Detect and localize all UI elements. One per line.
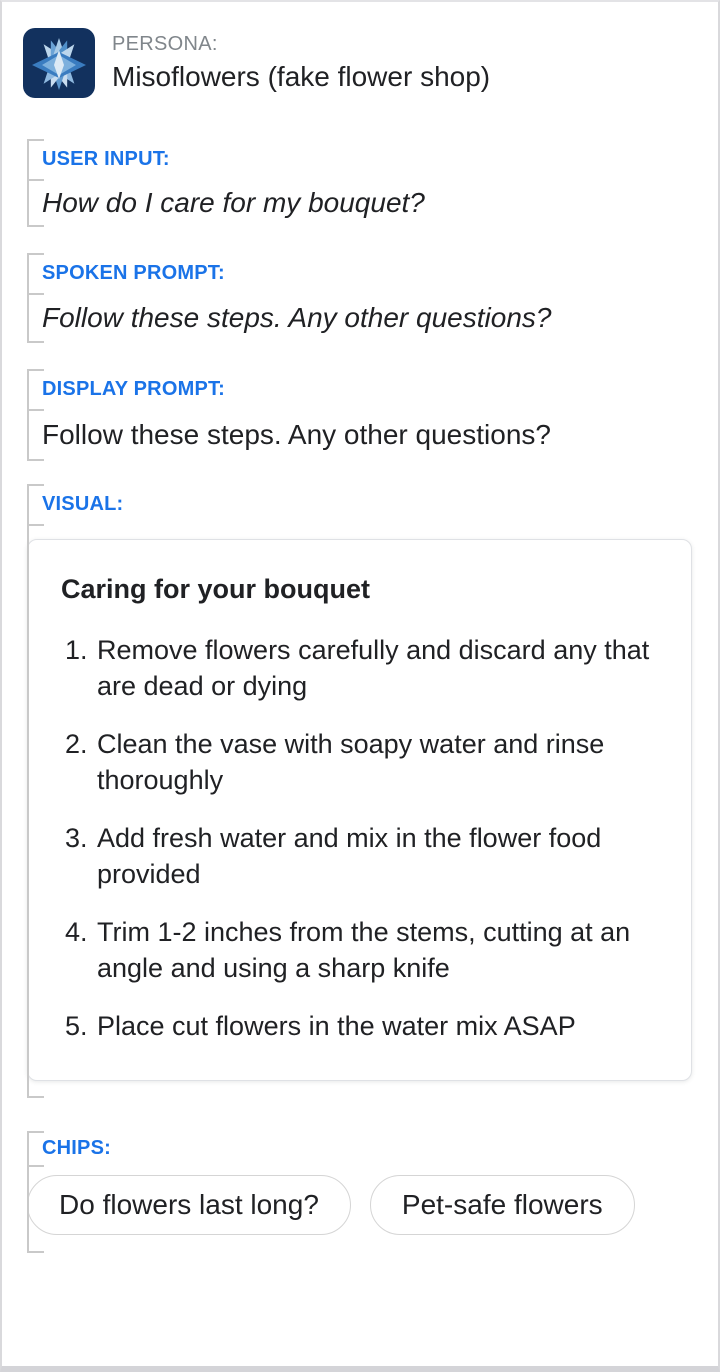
care-step-item: 1. Remove flowers carefully and discard any that are dead or dying [95,632,659,704]
chips-label: CHIPS: [42,1136,111,1159]
visual-content-row [27,524,718,1098]
care-step-item: 4. Trim 1-2 inches from the stems, cutting at an angle and using a sharp knife [95,914,659,986]
care-step-item: 5. Place cut flowers in the water mix ASAP [95,1008,659,1044]
chips-container [27,1175,718,1235]
visual-label-row [27,484,718,524]
display-prompt-content-row [27,409,718,461]
section-spoken-prompt [27,253,718,343]
chips-label-row [27,1131,718,1165]
visual-label: VISUAL: [42,492,124,515]
persona-label: PERSONA: [112,33,218,55]
spoken-prompt-text: Follow these steps. Any other questions? [42,302,552,333]
user-input-label-row [27,139,718,179]
chips-content-row [27,1165,718,1253]
user-input-label: USER INPUT: [42,147,170,170]
user-input-content-row [27,179,718,227]
section-user-input [27,139,718,227]
visual-card [27,539,692,1081]
misoflowers-logo-icon [23,28,95,98]
care-step-item: 3. Add fresh water and mix in the flower food provided [95,820,659,892]
chip-do-flowers-last-long[interactable]: Do flowers last long? [27,1175,351,1235]
chip-pet-safe-flowers[interactable]: Pet-safe flowers [370,1175,635,1235]
conversation-sections [27,139,718,1253]
display-prompt-label-row [27,369,718,409]
spoken-prompt-label: SPOKEN PROMPT: [42,261,225,284]
user-input-text: How do I care for my bouquet? [42,187,425,218]
section-chips [27,1131,718,1253]
section-display-prompt [27,369,718,461]
section-visual [27,484,718,1098]
persona-header-text [112,28,490,98]
display-prompt-text: Follow these steps. Any other questions? [42,419,551,450]
spoken-prompt-label-row [27,253,718,293]
persona-header [23,28,718,98]
persona-name: Misoflowers (fake flower shop) [112,61,491,92]
care-steps-list [61,632,659,1044]
display-prompt-label: DISPLAY PROMPT: [42,377,226,400]
care-step-item: 2. Clean the vase with soapy water and rinse thoroughly [95,726,659,798]
spoken-prompt-content-row [27,293,718,343]
visual-card-title: Caring for your bouquet [61,574,370,604]
